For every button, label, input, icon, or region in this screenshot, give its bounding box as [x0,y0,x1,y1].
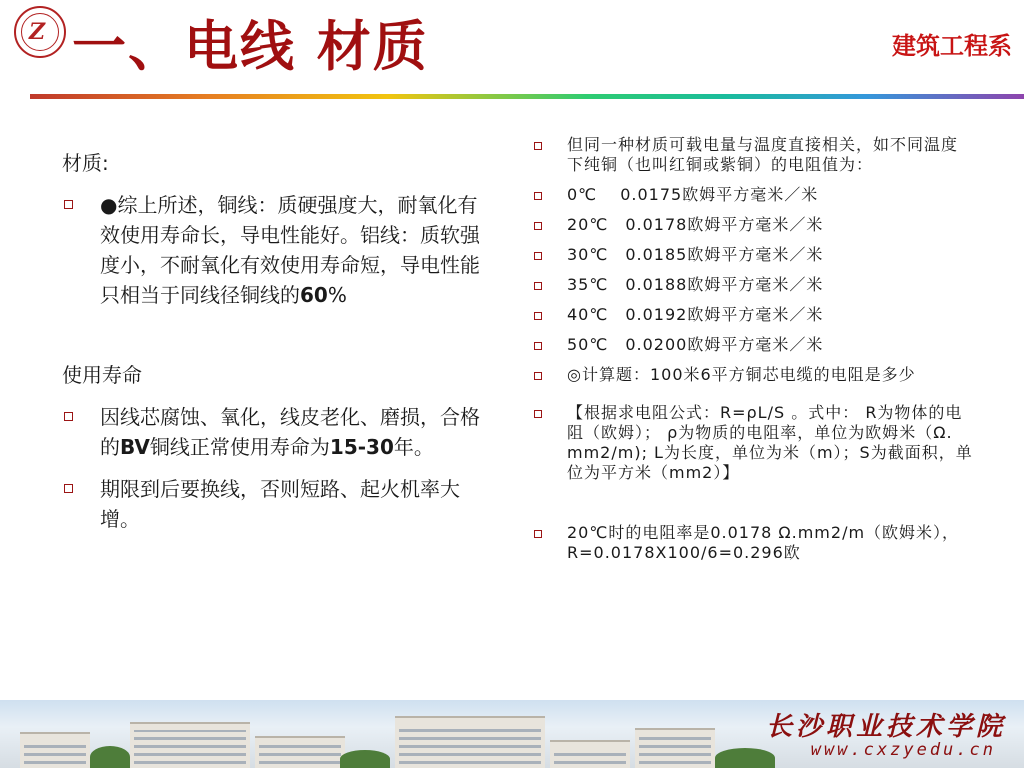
resistance-intro: 但同一种材质可载电量与温度直接相关，如不同温度下纯铜（也叫红铜或紫铜）的电阻值为： [534,135,974,175]
square-bullet-icon [64,412,73,421]
square-bullet-icon [534,342,542,350]
school-name: 长沙职业技术学院 [765,712,1006,742]
square-bullet-icon [64,484,73,493]
square-bullet-icon [534,312,542,320]
square-bullet-icon [534,410,542,418]
tree [715,748,775,768]
building [130,722,250,768]
square-bullet-icon [534,282,542,290]
square-bullet-icon [534,372,542,380]
building [635,728,715,768]
resistance-row: 40℃ 0.0192欧姆平方毫米／米 [534,305,974,325]
resistance-row: 30℃ 0.0185欧姆平方毫米／米 [534,245,974,265]
heading-material: 材质: [62,151,109,175]
calc-answer: 20℃时的电阻率是0.0178 Ω.mm2/m（欧姆米），R=0.0178X100/6=0.296欧 [534,523,974,563]
building [20,732,90,768]
resistance-row: 50℃ 0.0200欧姆平方毫米／米 [534,335,974,355]
left-column [62,148,492,534]
building [255,736,345,768]
calc-question: ◎计算题：100米6平方铜芯电缆的电阻是多少 [534,365,974,385]
square-bullet-icon [534,222,542,230]
bullet-service-life: 因线芯腐蚀、氧化，线皮老化、磨损，合格的BV铜线正常使用寿命为15-30年。 [62,402,492,462]
department-label: 建筑工程系 [892,32,1012,60]
square-bullet-icon [534,530,542,538]
heading-service-life: 使用寿命 [62,363,142,387]
building [395,716,545,768]
campus-banner [0,700,1024,768]
square-bullet-icon [64,200,73,209]
square-bullet-icon [534,192,542,200]
school-logo [14,6,66,58]
resistance-formula: 【根据求电阻公式：R=ρL/S 。式中： R为物体的电阻（欧姆）； ρ为物质的电阻率，单位为欧姆米（Ω. mm2/m); L为长度，单位为米（m）；S为截面积，单位为平方米（mm2）】 [534,403,974,483]
right-column [534,135,974,563]
bullet-material-summary: ●综上所述，铜线：质硬强度大，耐氧化有效使用寿命长，导电性能好。铝线：质软强度小，不耐氧化有效使用寿命短，导电性能只相当于同线径铜线的60% [62,190,492,310]
rainbow-divider [30,94,1024,99]
square-bullet-icon [534,142,542,150]
logo-mark-icon: Z [29,19,46,45]
tree [90,746,130,768]
resistance-row: 0℃ 0.0175欧姆平方毫米／米 [534,185,974,205]
page-title: 一、电线 材质 [72,15,429,78]
bullet-replace-wire: 期限到后要换线，否则短路、起火机率大增。 [62,474,492,534]
building [550,740,630,768]
tree [340,750,390,768]
square-bullet-icon [534,252,542,260]
school-url: www.cxzyedu.cn [810,740,996,760]
resistance-row: 35℃ 0.0188欧姆平方毫米／米 [534,275,974,295]
resistance-row: 20℃ 0.0178欧姆平方毫米／米 [534,215,974,235]
